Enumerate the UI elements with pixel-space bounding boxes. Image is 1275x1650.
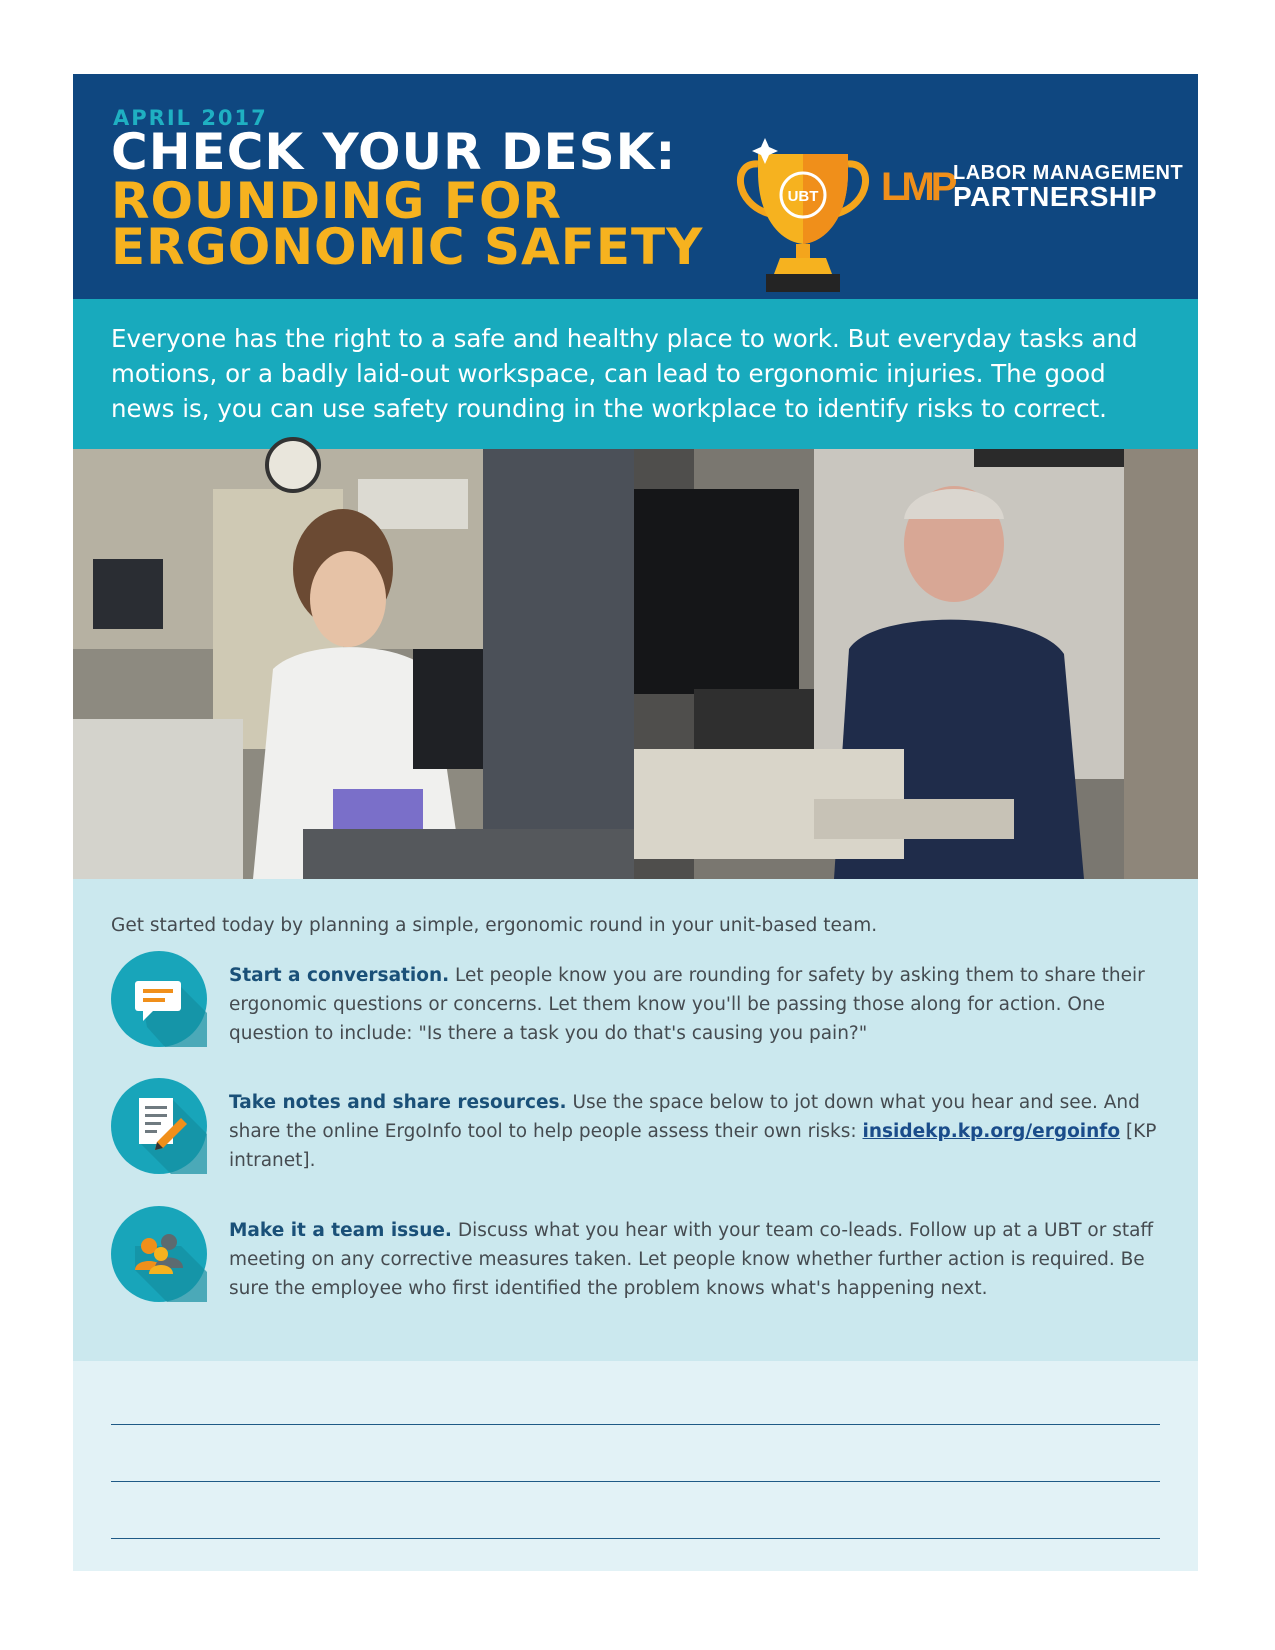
note-line: [111, 1481, 1160, 1482]
notepad-pencil-icon: [111, 1078, 207, 1174]
step-2-heading: Take notes and share resources.: [229, 1092, 567, 1113]
photo-strip: [73, 449, 1198, 879]
step-team-issue: [111, 1216, 1158, 1316]
title-line-3: ERGONOMIC SAFETY: [111, 218, 704, 276]
flyer: [73, 74, 1198, 1571]
note-line: [111, 1538, 1160, 1539]
team-people-icon: [111, 1206, 207, 1302]
step-1-heading: Start a conversation.: [229, 965, 450, 986]
photo-nurse-workstation: [634, 449, 1198, 879]
step-2-text: [229, 1088, 1158, 1175]
title-line-2: ROUNDING FOR: [111, 172, 563, 230]
intro-band: [73, 299, 1198, 449]
lmp-wordmark: [953, 163, 1183, 211]
notes-area[interactable]: [73, 1361, 1198, 1571]
header-banner: [73, 74, 1198, 299]
step-2-body: Use the space below to jot down what you hear and see. And share the online ErgoInfo tool to help people assess their own risks:: [229, 1092, 1140, 1142]
step-take-notes: [111, 1088, 1158, 1188]
steps-lead: Get started today by planning a simple, ergonomic round in your unit-based team.: [111, 915, 878, 936]
step-start-conversation: [111, 961, 1158, 1061]
lmp-line-2: PARTNERSHIP: [953, 181, 1158, 212]
trophy-badge-text: UBT: [787, 188, 819, 205]
note-line: [111, 1424, 1160, 1425]
ergoinfo-link[interactable]: insidekp.kp.org/ergoinfo: [862, 1121, 1121, 1142]
step-3-body: Discuss what you hear with your team co-leads. Follow up at a UBT or staff meeting on any corrective measures taken. Let people know whether further action is required. Be sure the employee who first identified the problem knows what's happening next.: [229, 1220, 1154, 1299]
lmp-logo-icon: [881, 160, 954, 209]
step-1-body: Let people know you are rounding for safety by asking them to share their ergonomic questions or concerns. Let them know you'll be passing those along for action. One question to include: "Is there a task you do that's causing you pain?": [229, 965, 1145, 1044]
step-3-text: [229, 1216, 1158, 1303]
lmp-logo-text: LMP: [881, 165, 954, 209]
photo-lab-worker: [73, 449, 634, 879]
trophy-icon: [728, 132, 878, 294]
step-2-after: [KP intranet].: [229, 1121, 1157, 1171]
lmp-line-1: LABOR MANAGEMENT: [953, 162, 1184, 184]
step-1-text: [229, 961, 1158, 1048]
title-highlight: [111, 172, 704, 276]
title-line-1: CHECK YOUR DESK:: [111, 123, 677, 181]
intro-text: Everyone has the right to a safe and healthy place to work. But everyday tasks and motions, or a badly laid-out workspace, can lead to ergonomic injuries. The good news is, you can use safety rounding in the workplace to identify risks to correct.: [111, 324, 1138, 423]
speech-bubble-icon: [111, 951, 207, 1047]
step-3-heading: Make it a team issue.: [229, 1220, 452, 1241]
steps-section: [73, 879, 1198, 1361]
issue-date: APRIL 2017: [113, 106, 268, 130]
